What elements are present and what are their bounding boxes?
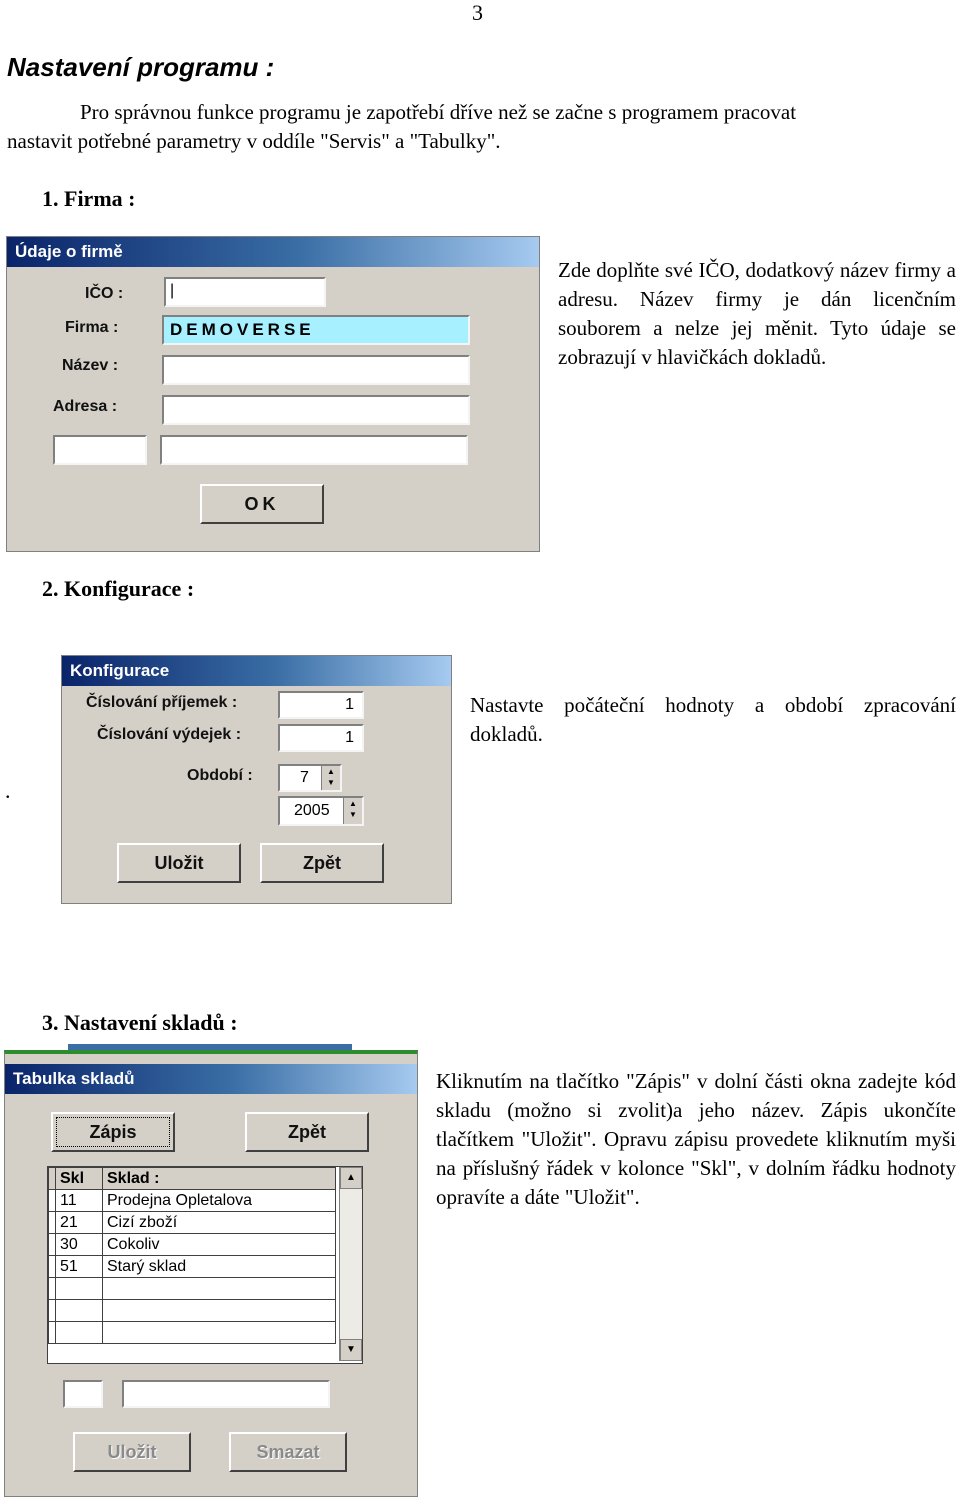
ico-field[interactable]: | (164, 277, 326, 307)
year-spin-arrows[interactable]: ▲ ▼ (343, 798, 362, 824)
nazev-label: Název : (62, 357, 119, 374)
firma-dialog-title: Údaje o firmě (7, 237, 539, 267)
adresa-label: Adresa : (53, 398, 118, 415)
firma-label: Firma : (65, 319, 119, 336)
vydejek-field[interactable]: 1 (278, 724, 364, 752)
obdobi-year-value: 2005 (294, 802, 330, 819)
vydejek-label: Číslování výdejek : (97, 726, 242, 743)
section2-heading: 2. Konfigurace : (42, 576, 195, 601)
firma-dialog (6, 236, 540, 552)
ok-button[interactable]: OK (200, 484, 324, 524)
obdobi-month-spinner[interactable] (278, 764, 342, 792)
section3-description: Kliknutím na tlačítko "Zápis" v dolní části okna zadejte kód skladu (možno si zvolit)a jeho název. Zápis ukončíte tlačítkem "Uložit". Opravu zápisu provedete kliknutím myši na příslušný řádek v kolonce "Skl", v dolním řádku hodnoty opravíte a dáte "Uložit". (436, 1069, 956, 1209)
table-row[interactable] (49, 1234, 336, 1256)
zapis-button[interactable]: Zápis (51, 1112, 175, 1152)
smazat-button[interactable]: Smazat (229, 1432, 347, 1472)
psc-field[interactable] (53, 435, 147, 465)
empty-row[interactable] (49, 1322, 336, 1344)
ulozit-button[interactable]: Uložit (117, 843, 241, 883)
konfigurace-dialog-title: Konfigurace (62, 656, 451, 686)
row-name: Prodejna Opletalova (103, 1190, 336, 1212)
stray-dot: . (5, 778, 11, 803)
row-name: Starý sklad (103, 1256, 336, 1278)
section2-description: Nastavte počáteční hodnoty a období zpracování dokladů. (470, 693, 956, 746)
konfigurace-dialog (61, 655, 452, 904)
skl-code-input[interactable] (63, 1380, 103, 1408)
page-number: 3 (472, 0, 483, 25)
row-code[interactable]: 30 (56, 1234, 103, 1256)
sklady-dialog (4, 1050, 418, 1497)
scroll-up-arrow-icon[interactable]: ▲ (340, 1167, 362, 1189)
obdobi-month-value: 7 (300, 769, 309, 786)
table-row[interactable] (49, 1212, 336, 1234)
month-spin-arrows[interactable]: ▲ ▼ (321, 766, 340, 790)
table-row[interactable] (49, 1190, 336, 1212)
col-sklad-header[interactable]: Sklad : (103, 1168, 336, 1190)
empty-row[interactable] (49, 1278, 336, 1300)
grid-header-row (49, 1168, 336, 1190)
adresa-field-2[interactable] (160, 435, 468, 465)
prijemek-label: Číslování příjemek : (86, 694, 238, 711)
row-code[interactable]: 51 (56, 1256, 103, 1278)
section1-description: Zde doplňte své IČO, dodatkový název firmy a adresu. Název firmy je dán licenčním souborem a nelze jej měnit. Tyto údaje se zobrazují v hlavičkách dokladů. (558, 258, 956, 369)
row-code[interactable]: 11 (56, 1190, 103, 1212)
nazev-field[interactable] (162, 355, 470, 385)
firma-field: DEMOVERSE (162, 315, 470, 345)
intro-line-1: Pro správnou funkce programu je zapotřebí dříve než se začne s programem pracovat (80, 100, 797, 124)
grid-scrollbar[interactable] (339, 1167, 362, 1361)
page-title: Nastavení programu : (7, 52, 275, 82)
sklady-grid (47, 1166, 363, 1364)
prijemek-field[interactable]: 1 (278, 691, 364, 719)
sklady-ulozit-button[interactable]: Uložit (73, 1432, 191, 1472)
row-name: Cokoliv (103, 1234, 336, 1256)
row-code[interactable]: 21 (56, 1212, 103, 1234)
ico-label: IČO : (85, 285, 124, 302)
adresa-field-1[interactable] (162, 395, 470, 425)
intro-line-2: nastavit potřebné parametry v oddíle "Servis" a "Tabulky". (7, 129, 501, 153)
skl-name-input[interactable] (122, 1380, 330, 1408)
empty-row[interactable] (49, 1300, 336, 1322)
obdobi-label: Období : (187, 767, 253, 784)
section3-heading: 3. Nastavení skladů : (42, 1010, 238, 1035)
sklady-zpet-button[interactable]: Zpět (245, 1112, 369, 1152)
section1-heading: 1. Firma : (42, 186, 136, 211)
scroll-down-arrow-icon[interactable]: ▼ (340, 1339, 362, 1361)
obdobi-year-spinner[interactable] (278, 796, 364, 826)
col-skl-header[interactable]: Skl (56, 1168, 103, 1190)
sklady-dialog-title: Tabulka skladů (5, 1064, 417, 1094)
table-row[interactable] (49, 1256, 336, 1278)
zpet-button[interactable]: Zpět (260, 843, 384, 883)
row-name: Cizí zboží (103, 1212, 336, 1234)
